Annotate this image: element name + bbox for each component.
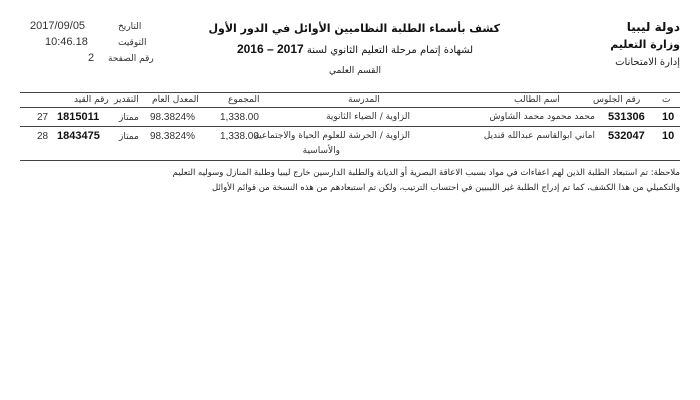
page-title: كشف بأسماء الطلبة النظاميين الأوائل في الدور الأول: [208, 22, 500, 35]
row-total: 1,338.00: [220, 131, 259, 142]
note-line-1: ملاحظة: تم استبعاد الطلبة الذين لهم اعفاءات في مواد بسبب الاعاقة البصرية أو الديانة والطلبة الدارسين خارج ليبيا وطلبة المنازل وسوليه التعليم: [172, 168, 680, 178]
table-bottom-rule: [20, 160, 680, 161]
department-name: إدارة الامتحانات: [615, 57, 680, 68]
page-subtitle: [195, 42, 515, 56]
row-total: 1,338.00: [220, 112, 259, 123]
row-serial: 10: [662, 130, 675, 142]
row-grade: ممتاز: [119, 113, 139, 123]
row-student-name: اماني ابوالقاسم عبدالله قنديل: [483, 131, 595, 141]
row-student-name: محمد محمود محمد الشاوش: [489, 112, 595, 122]
col-average: المعدل العام: [152, 95, 199, 105]
row-school-line2: والأساسية: [302, 146, 340, 156]
state-name: دولة ليبيا: [626, 20, 680, 34]
col-grade: التقدير: [114, 95, 139, 105]
row-divider: [20, 126, 680, 127]
row-reg-no: 1815011: [57, 111, 100, 123]
time-label: التوقيت: [118, 38, 147, 48]
col-total: المجموع: [228, 95, 260, 105]
row-seat-no: 531306: [608, 111, 645, 123]
col-seat-no: رقم الجلوس: [593, 95, 641, 105]
row-serial: 10: [662, 111, 675, 123]
row-seat-no: 532047: [608, 130, 645, 142]
table-header-rule: [20, 107, 680, 108]
page-number: 2: [88, 52, 95, 64]
subtitle-year: 2016 – 2017: [236, 42, 304, 56]
col-name: اسم الطالب: [514, 95, 560, 105]
table-top-rule: [20, 92, 680, 93]
subtitle-text: لشهادة إتمام مرحلة التعليم الثانوي لسنة: [306, 45, 474, 56]
row-school: الزاوية / الضياء الثانوية: [326, 112, 410, 122]
row-average: 98.3824%: [150, 131, 196, 142]
page-label: رقم الصفحة: [108, 54, 154, 64]
note-line-2: والتكميلي من هذا الكشف، كما تم إدراج الطلبة غير الليبيين في احتساب الترتيب، ولكن تم استبعادهم من هذه النسخة من قوائم الأوائل: [211, 183, 680, 193]
ministry-name: وزارة التعليم: [610, 38, 680, 51]
time-value: 10:46.18: [45, 36, 88, 48]
date-label: التاريخ: [118, 22, 142, 32]
row-school: الزاوية / الحرشة للعلوم الحياة والاجتماعية: [254, 131, 410, 141]
row-rank: 28: [37, 131, 49, 142]
col-reg-no: رقم القيد: [74, 95, 109, 105]
row-reg-no: 1843475: [57, 130, 100, 142]
section-name: القسم العلمي: [329, 66, 381, 76]
row-grade: ممتاز: [119, 132, 139, 142]
col-serial: ت: [662, 95, 671, 105]
row-rank: 27: [37, 112, 49, 123]
date-value: 2017/09/05: [30, 20, 86, 32]
col-school: المدرسة: [348, 95, 380, 105]
row-average: 98.3824%: [150, 112, 196, 123]
